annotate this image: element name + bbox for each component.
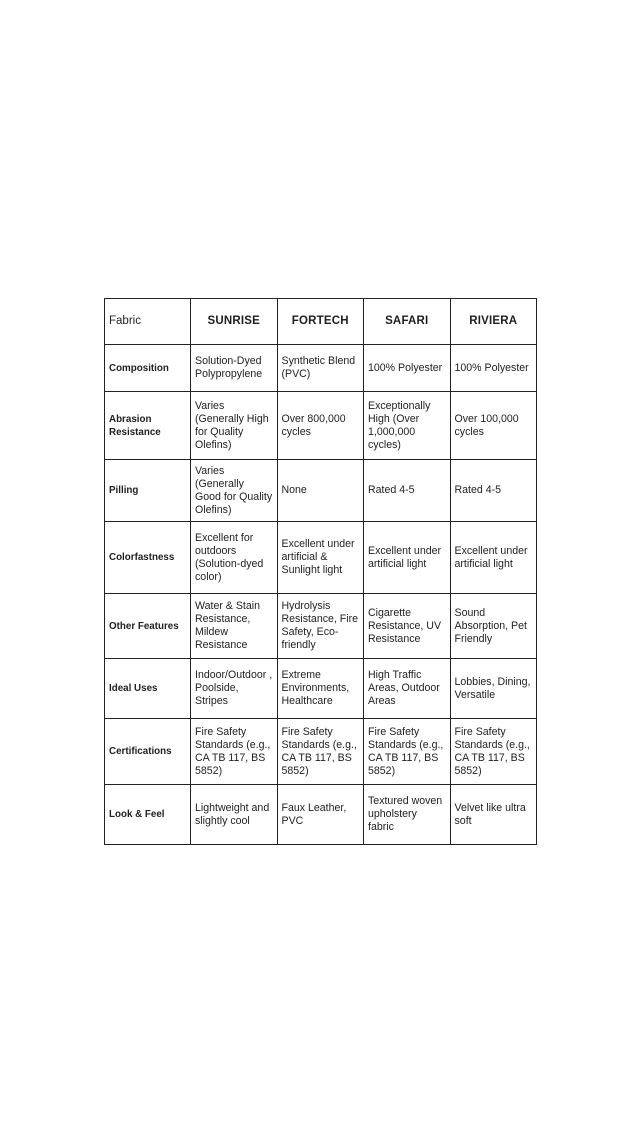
table-cell: Fire Safety Standards (e.g., CA TB 117, BS 5852) xyxy=(191,719,278,785)
table-row-composition xyxy=(105,345,537,392)
table-cell: Varies (Generally High for Quality Olefins) xyxy=(191,392,278,460)
table-row-other-features xyxy=(105,594,537,659)
table-cell: Lobbies, Dining, Versatile xyxy=(450,659,537,719)
table-row-colorfastness xyxy=(105,522,537,594)
table-cell: Excellent under artificial & Sunlight light xyxy=(277,522,364,594)
table-cell: Textured woven upholstery fabric xyxy=(364,785,451,845)
table-cell: Excellent under artificial light xyxy=(364,522,451,594)
row-label: Abrasion Resistance xyxy=(105,392,191,460)
header-fortech: FORTECH xyxy=(277,299,364,345)
table-cell: Water & Stain Resistance, Mildew Resistance xyxy=(191,594,278,659)
row-label: Ideal Uses xyxy=(105,659,191,719)
fabric-comparison-table-container xyxy=(104,298,536,845)
table-cell: Velvet like ultra soft xyxy=(450,785,537,845)
table-cell: Synthetic Blend (PVC) xyxy=(277,345,364,392)
table-row-look-and-feel xyxy=(105,785,537,845)
table-row-ideal-uses xyxy=(105,659,537,719)
table-row-certifications xyxy=(105,719,537,785)
header-sunrise: SUNRISE xyxy=(191,299,278,345)
table-cell: Fire Safety Standards (e.g., CA TB 117, BS 5852) xyxy=(450,719,537,785)
header-safari: SAFARI xyxy=(364,299,451,345)
table-header-row xyxy=(105,299,537,345)
table-row-pilling xyxy=(105,460,537,522)
header-fabric: Fabric xyxy=(105,299,191,345)
table-cell: Fire Safety Standards (e.g., CA TB 117, BS 5852) xyxy=(277,719,364,785)
table-cell: Cigarette Resistance, UV Resistance xyxy=(364,594,451,659)
table-cell: Lightweight and slightly cool xyxy=(191,785,278,845)
table-cell: Rated 4-5 xyxy=(450,460,537,522)
table-cell: 100% Polyester xyxy=(450,345,537,392)
header-riviera: RIVIERA xyxy=(450,299,537,345)
table-cell: Varies (Generally Good for Quality Olefins) xyxy=(191,460,278,522)
table-cell: Faux Leather, PVC xyxy=(277,785,364,845)
table-cell: Fire Safety Standards (e.g., CA TB 117, BS 5852) xyxy=(364,719,451,785)
row-label: Composition xyxy=(105,345,191,392)
fabric-comparison-table xyxy=(104,298,537,845)
table-cell: Sound Absorption, Pet Friendly xyxy=(450,594,537,659)
table-cell: Extreme Environments, Healthcare xyxy=(277,659,364,719)
table-cell: Solution-Dyed Polypropylene xyxy=(191,345,278,392)
table-cell: Indoor/Outdoor , Poolside, Stripes xyxy=(191,659,278,719)
row-label: Pilling xyxy=(105,460,191,522)
table-cell: Over 800,000 cycles xyxy=(277,392,364,460)
row-label: Other Features xyxy=(105,594,191,659)
table-cell: Rated 4-5 xyxy=(364,460,451,522)
table-cell: Excellent for outdoors (Solution-dyed color) xyxy=(191,522,278,594)
table-cell: Exceptionally High (Over 1,000,000 cycles) xyxy=(364,392,451,460)
table-cell: 100% Polyester xyxy=(364,345,451,392)
row-label: Certifications xyxy=(105,719,191,785)
table-cell: None xyxy=(277,460,364,522)
table-row-abrasion-resistance xyxy=(105,392,537,460)
table-cell: Over 100,000 cycles xyxy=(450,392,537,460)
table-cell: Hydrolysis Resistance, Fire Safety, Eco-friendly xyxy=(277,594,364,659)
row-label: Look & Feel xyxy=(105,785,191,845)
table-cell: Excellent under artificial light xyxy=(450,522,537,594)
row-label: Colorfastness xyxy=(105,522,191,594)
table-cell: High Traffic Areas, Outdoor Areas xyxy=(364,659,451,719)
